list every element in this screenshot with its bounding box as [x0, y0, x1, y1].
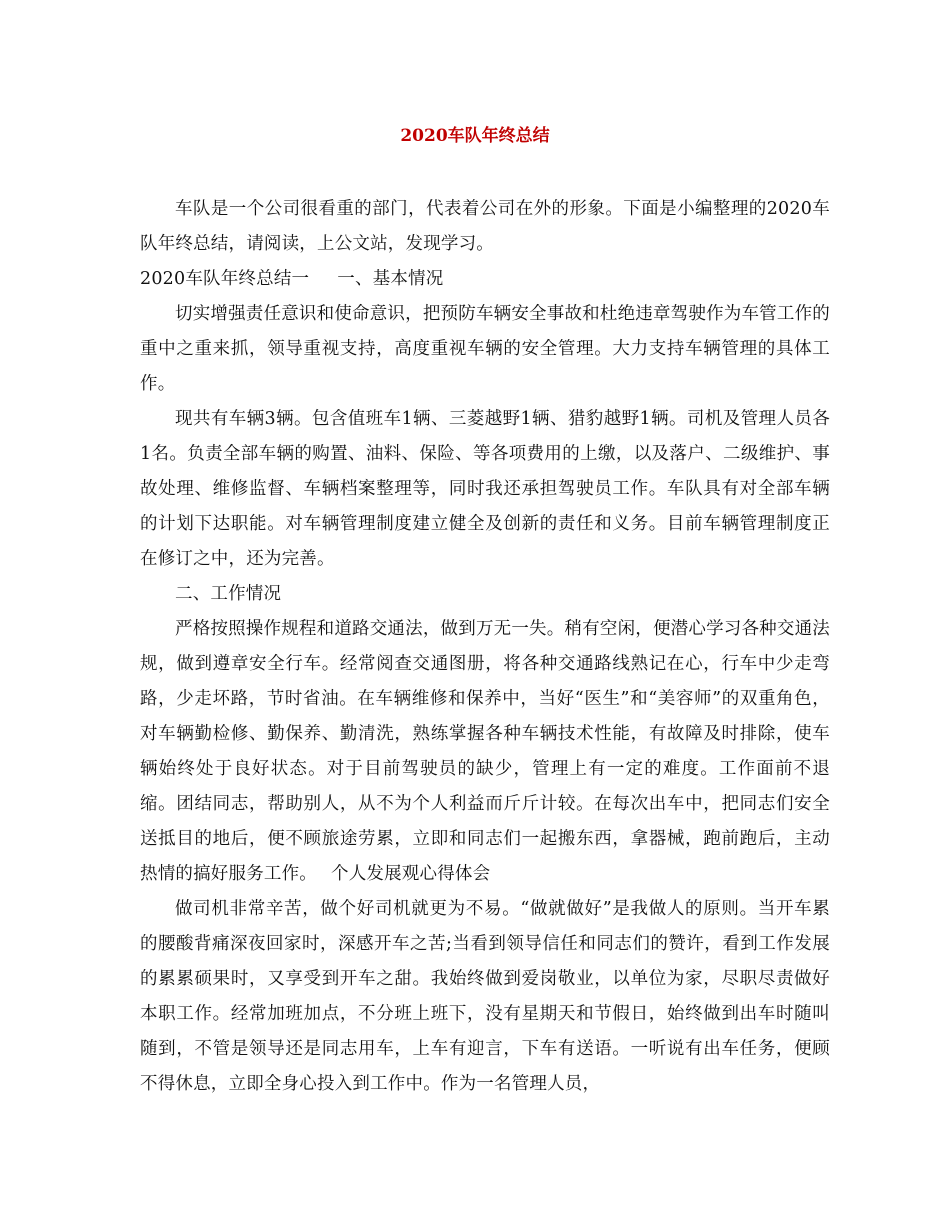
paragraph-vehicles: 现共有车辆3辆。包含值班车1辆、三菱越野1辆、猎豹越野1辆。司机及管理人员各1名。负责全部车辆的购置、油料、保险、等各项费用的上缴，以及落户、二级维护、事故处理、维修监督、车辆档案整理等，同时我还承担驾驶员工作。车队具有对全部车辆的计划下达职能。对车辆管理制度建立健全及创新的责任和义务。目前车辆管理制度正在修订之中，还为完善。 [140, 409, 830, 569]
paragraph-driver: 做司机非常辛苦，做个好司机就更为不易。“做就做好”是我做人的原则。当开车累的腰酸背痛深夜回家时，深感开车之苦;当看到领导信任和同志们的赞许，看到工作发展的累累硕果时，又享受到开车之甜。我始终做到爱岗敬业，以单位为家，尽职尽责做好本职工作。经常加班加点，不分班上班下，没有星期天和节假日，始终做到出车时随叫随到，不管是领导还是同志用车，上车有迎言，下车有送语。一听说有出车任务，便顾不得休息，立即全身心投入到工作中。作为一名管理人员， [140, 899, 830, 1094]
document-body [140, 192, 830, 1102]
section-heading-line [140, 262, 830, 297]
paragraph-work [140, 612, 830, 892]
intro-paragraph: 车队是一个公司很看重的部门，代表着公司在外的形象。下面是小编整理的2020车队年终总结，请阅读，上公文站，发现学习。 [140, 199, 830, 254]
paragraph-work-tail: 个人发展观心得体会 [331, 864, 491, 884]
section-heading-basic: 一、基本情况 [337, 269, 444, 289]
subtitle-label: 2020车队年终总结一 [140, 269, 310, 289]
document-title: 2020车队年终总结 [400, 126, 550, 146]
section-heading-work: 二、工作情况 [175, 584, 282, 604]
paragraph-work-text: 严格按照操作规程和道路交通法，做到万无一失。稍有空闲，便潜心学习各种交通法规，做到遵章安全行车。经常阅查交通图册，将各种交通路线熟记在心，行车中少走弯路，少走坏路，节时省油。在车辆维修和保养中，当好“医生”和“美容师”的双重角色，对车辆勤检修、勤保养、勤清洗，熟练掌握各种车辆技术性能，有故障及时排除，使车辆始终处于良好状态。对于目前驾驶员的缺少，管理上有一定的难度。工作面前不退缩。团结同志，帮助别人，从不为个人利益而斤斤计较。在每次出车中，把同志们安全送抵目的地后，便不顾旅途劳累，立即和同志们一起搬东西，拿器械，跑前跑后，主动热情的搞好服务工作。 [140, 619, 830, 884]
paragraph-responsibility: 切实增强责任意识和使命意识，把预防车辆安全事故和杜绝违章驾驶作为车管工作的重中之重来抓，领导重视支持，高度重视车辆的安全管理。大力支持车辆管理的具体工作。 [140, 304, 830, 394]
